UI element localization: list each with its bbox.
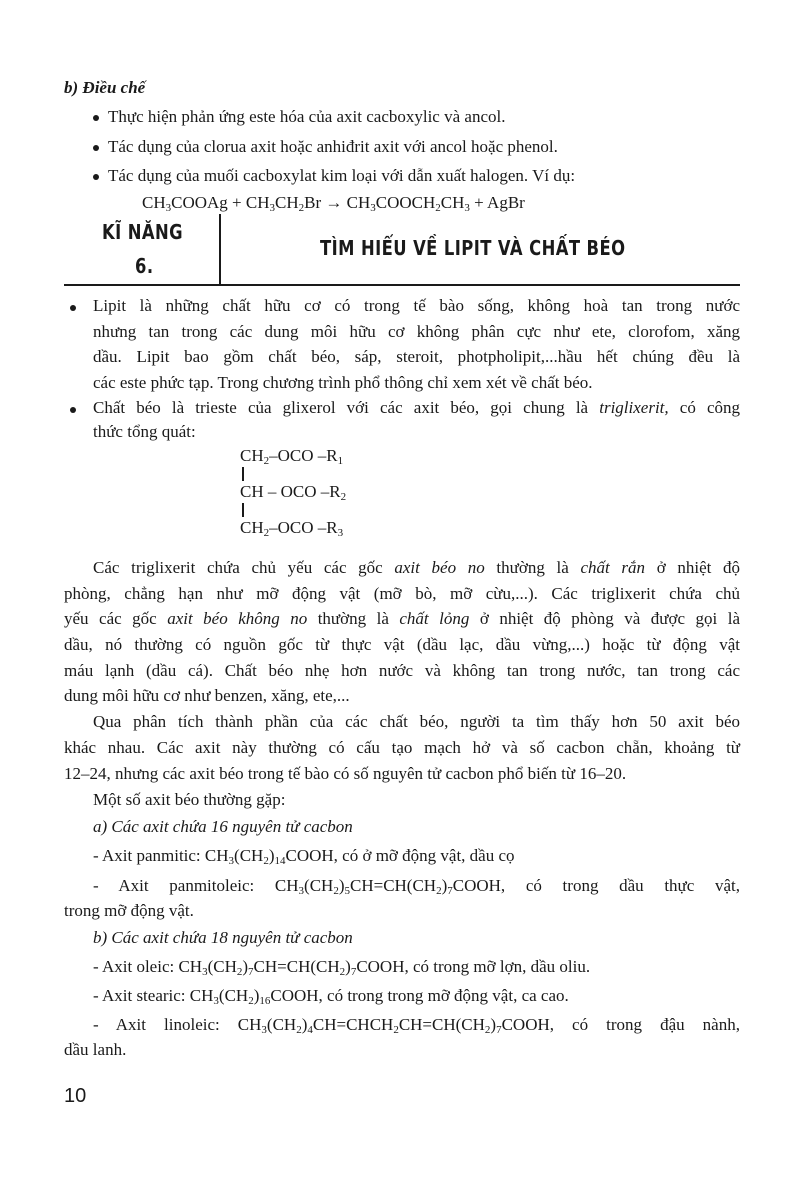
bullet-text: Tác dụng của clorua axit hoặc anhiđrit axit với ancol hoặc phenol.	[108, 137, 558, 156]
linoleic-acid: - Axit linoleic: $CH_3(CH_2)_4CH=CHCH_2CH=CH(CH_2)_7COOH$, có trong đậu nành,	[93, 1015, 740, 1036]
lipid-text-line: Lipit là những chất hữu cơ có trong tế bào sống, không hoà tan trong nước	[93, 296, 740, 315]
structure-row-1: $CH_2$–OCO $-R_1$	[240, 446, 344, 467]
palmitoleic-acid: - Axit panmitoleic: $CH_3(CH_2)_5CH=CH(CH_2)_7COOH$, có trong dầu thực vật,	[93, 876, 740, 897]
lipid-text-line: nhưng tan trong các dung môi hữu cơ không phân cực như ete, clorofom, xăng	[93, 322, 740, 341]
paragraph-line: khác nhau. Các axit này thường có cấu tạo mạch hở và số cacbon chẵn, khoảng từ	[64, 738, 740, 757]
structure-row-2: CH – OCO $-R_2$	[240, 482, 347, 503]
structure-bond	[242, 503, 244, 517]
page-number: 10	[64, 1085, 87, 1107]
skill-label: KĨ NĂNG	[102, 220, 184, 244]
paragraph-line: yếu các gốc axit béo không no thường là chất lỏng ở nhiệt độ phòng và được gọi là	[64, 609, 740, 628]
example-equation: $CH_3COOAg + CH_3CH_2Br$ → $CH_3COOCH_2CH_3$ + AgBr	[142, 193, 525, 214]
paragraph-line: 12–24, nhưng các axit béo trong tế bào có số nguyên tử cacbon phổ biến từ 16–20.	[64, 764, 627, 783]
bullet-dot	[93, 115, 99, 121]
skill-box-divider	[219, 214, 221, 284]
paragraph-line: dung môi hữu cơ như benzen, xăng, ete,...	[64, 686, 350, 705]
skill-number: 6.	[135, 254, 154, 278]
bullet-text: Thực hiện phản ứng este hóa của axit cacboxylic và ancol.	[108, 107, 506, 126]
palmitoleic-acid-cont: trong mỡ động vật.	[64, 901, 194, 920]
group-a-heading: a) Các axit chứa 16 nguyên tử cacbon	[93, 817, 353, 836]
paragraph-line: Qua phân tích thành phần của các chất béo, người ta tìm thấy hơn 50 axit béo	[93, 712, 740, 731]
paragraph-line: Các triglixerit chứa chủ yếu các gốc axit béo no thường là chất rắn ở nhiệt độ	[93, 558, 741, 577]
paragraph-line: phòng, chẳng hạn như mỡ động vật (mỡ bò, mỡ cừu,...). Các triglixerit chứa chủ	[64, 584, 740, 603]
bullet-dot	[93, 174, 99, 180]
structure-row-3: $CH_2$–OCO $-R_3$	[240, 518, 344, 539]
stearic-acid: - Axit stearic: $CH_3(CH_2)_{16}COOH$, có trong trong mỡ động vật, ca cao.	[93, 986, 569, 1007]
fatty-acids-intro: Một số axit béo thường gặp:	[93, 790, 286, 809]
paragraph-line: dầu, nó thường có nguồn gốc từ thực vật (dầu lạc, dầu vừng,...) hoặc từ động vật	[64, 635, 740, 654]
palmitic-acid: - Axit panmitic: $CH_3(CH_2)_{14}COOH$, có ở mỡ động vật, dầu cọ	[93, 846, 515, 867]
oleic-acid: - Axit oleic: $CH_3(CH_2)_7CH=CH(CH_2)_7COOH$, có trong mỡ lợn, dầu oliu.	[93, 957, 591, 978]
triglyceride-definition: Chất béo là trieste của glixerol với các axit béo, gọi chung là triglixerit, có công	[93, 398, 740, 417]
bullet-dot	[70, 407, 76, 413]
bullet-dot	[70, 305, 76, 311]
linoleic-acid-cont: dầu lanh.	[64, 1040, 127, 1059]
structure-bond	[242, 467, 244, 481]
lipid-text-line: dầu. Lipit bao gồm chất béo, sáp, steroit, photpholipit,...hầu hết chúng đều là	[93, 347, 740, 366]
paragraph-line: máu lạnh (dầu cá). Chất béo nhẹ hơn nước và không tan trong nước, tan trong các	[64, 661, 740, 680]
bullet-text: Tác dụng của muối cacboxylat kim loại với dẫn xuất halogen. Ví dụ:	[108, 166, 576, 185]
bullet-dot	[93, 145, 99, 151]
lipid-text-line: các este phức tạp. Trong chương trình phổ thông chỉ xem xét về chất béo.	[93, 373, 593, 392]
group-b-heading: b) Các axit chứa 18 nguyên tử cacbon	[93, 928, 353, 947]
skill-title: TÌM HIỂU VỀ LIPIT VÀ CHẤT BÉO	[320, 236, 626, 260]
section-heading: b) Điều chế	[64, 78, 146, 97]
skill-box-underline	[64, 284, 740, 286]
triglyceride-definition-cont: thức tổng quát:	[93, 422, 196, 441]
